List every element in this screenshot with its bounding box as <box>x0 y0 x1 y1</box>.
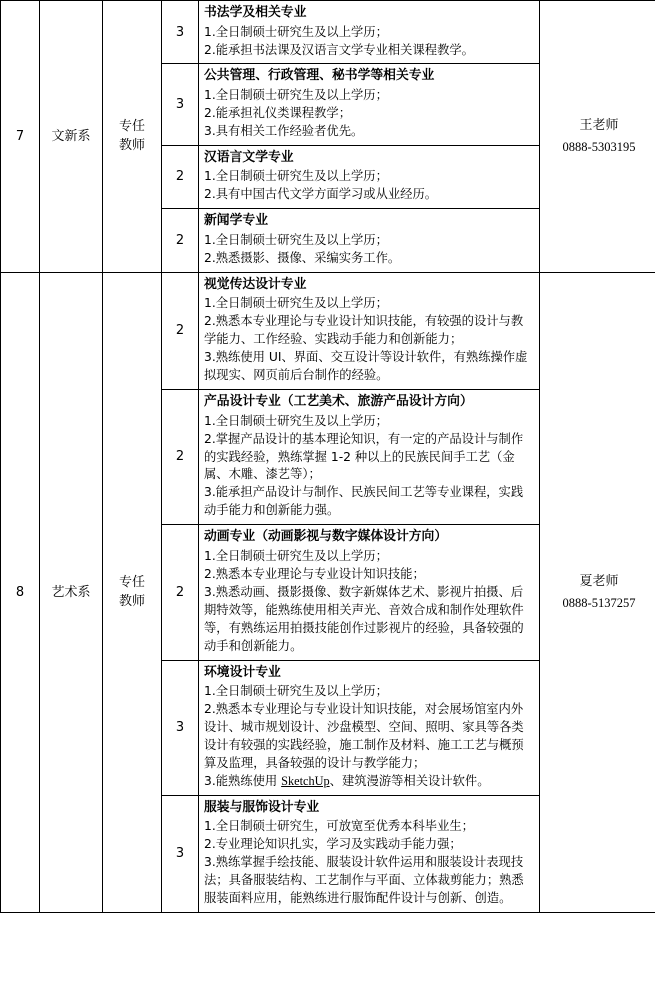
post-type-label: 专任 教师 <box>118 118 145 154</box>
count-value: 2 <box>175 169 185 185</box>
requirement-line: 1.全日制硕士研究生及以上学历； <box>204 24 388 39</box>
count-cell <box>162 660 199 795</box>
requirement-line: 1.全日制硕士研究生，可放宽至优秀本科毕业生； <box>204 819 474 834</box>
post-type-cell <box>103 272 162 912</box>
major-title: 新闻学专业 <box>204 213 268 229</box>
count-value: 3 <box>175 846 185 862</box>
count-cell <box>162 525 199 660</box>
department-cell <box>40 1 103 273</box>
requirement-line: 3.熟悉动画、摄影摄像、数字新媒体艺术、影视片拍摄、后期特效等，能熟练使用相关声光、音效合成和制作处理软件等，有熟练运用拍摄技能创作过影视片的经验，具备较强的动手和创新能力。 <box>204 584 524 653</box>
department-cell <box>40 272 103 912</box>
requirement-line: 2.具有中国古代文学方面学习或从业经历。 <box>204 187 438 202</box>
sketchup-term: SketchUp <box>281 773 330 788</box>
contact-name: 夏老师 <box>579 574 619 590</box>
requirement-cell <box>199 209 540 272</box>
row-number-cell <box>1 272 40 912</box>
count-cell <box>162 795 199 912</box>
count-value: 2 <box>175 584 185 600</box>
requirement-line: 1.全日制硕士研究生及以上学历； <box>204 684 388 699</box>
requirement-cell <box>199 64 540 145</box>
requirement-line: 1.全日制硕士研究生及以上学历； <box>204 232 388 247</box>
requirement-line: 1.全日制硕士研究生及以上学历； <box>204 296 388 311</box>
row-number-cell <box>1 1 40 273</box>
requirement-cell <box>199 795 540 912</box>
requirement-cell <box>199 145 540 208</box>
contact-phone: 0888-5303195 <box>562 139 636 154</box>
count-value: 3 <box>175 720 185 736</box>
requirement-cell <box>199 1 540 64</box>
count-value: 3 <box>175 24 185 40</box>
count-cell <box>162 209 199 272</box>
count-cell <box>162 64 199 145</box>
requirement-cell <box>199 525 540 660</box>
count-cell <box>162 272 199 389</box>
major-title: 环境设计专业 <box>204 664 281 680</box>
major-title: 书法学及相关专业 <box>204 5 307 20</box>
major-title: 公共管理、行政管理、秘书学等相关专业 <box>204 68 435 84</box>
major-title: 视觉传达设计专业 <box>204 276 307 292</box>
contact-cell <box>540 272 655 912</box>
table-row <box>1 1 655 64</box>
count-cell <box>162 1 199 64</box>
major-title: 服装与服饰设计专业 <box>204 799 320 815</box>
row-number: 8 <box>15 584 25 600</box>
requirement-line: 3.熟练使用 UI、界面、交互设计等设计软件，有熟练操作虚拟现实、网页前后台制作的经验。 <box>204 350 528 383</box>
requirement-line: 3.能熟练使用 SketchUp、建筑漫游等相关设计软件。 <box>204 773 490 788</box>
count-value: 3 <box>175 96 185 112</box>
requirement-cell <box>199 390 540 525</box>
contact-phone: 0888-5137257 <box>562 595 636 610</box>
major-title: 产品设计专业（工艺美术、旅游产品设计方向） <box>204 394 473 410</box>
post-type-cell <box>103 1 162 273</box>
requirement-line: 3.能承担产品设计与制作、民族民间工艺等专业课程，实践动手能力和创新能力强。 <box>204 485 524 518</box>
count-value: 2 <box>175 323 185 339</box>
requirement-line: 2.能承担礼仪类课程教学； <box>204 105 351 120</box>
requirement-line: 1.全日制硕士研究生及以上学历； <box>204 88 388 102</box>
requirement-line: 2.熟悉本专业理论与专业设计知识技能； <box>204 566 425 581</box>
requirement-line: 1.全日制硕士研究生及以上学历； <box>204 169 388 184</box>
table-body <box>1 1 655 913</box>
row-number: 7 <box>15 128 25 144</box>
requirement-line: 2.掌握产品设计的基本理论知识，有一定的产品设计与制作的实践经验，熟练掌握 1-2 种以上的民族民间手工艺（金属、木雕、漆艺等）； <box>204 431 524 482</box>
post-type-label: 专任 教师 <box>118 574 145 610</box>
count-cell <box>162 390 199 525</box>
requirement-line: 1.全日制硕士研究生及以上学历； <box>204 413 388 428</box>
requirement-line: 3.熟练掌握手绘技能、服装设计软件运用和服装设计表现技法；具备服装结构、工艺制作与平面、立体裁剪能力；熟悉服装面料应用，能熟练进行服饰配件设计与创新、创造。 <box>204 855 524 906</box>
count-value: 2 <box>175 232 185 248</box>
count-value: 2 <box>175 449 185 465</box>
count-cell <box>162 145 199 208</box>
requirement-line: 1.全日制硕士研究生及以上学历； <box>204 548 388 563</box>
requirement-cell <box>199 272 540 389</box>
department-name: 文新系 <box>51 128 91 144</box>
requirement-line: 2.专业理论知识扎实，学习及实践动手能力强； <box>204 837 462 852</box>
department-name: 艺术系 <box>51 584 91 600</box>
major-title: 动画专业（动画影视与数字媒体设计方向） <box>204 529 448 545</box>
contact-name: 王老师 <box>579 117 619 133</box>
requirement-line: 2.熟悉摄影、摄像、采编实务工作。 <box>204 250 401 265</box>
requirement-cell <box>199 660 540 795</box>
requirement-line: 2.能承担书法课及汉语言文学专业相关课程教学。 <box>204 42 474 57</box>
requirement-line: 2.熟悉本专业理论与专业设计知识技能，对会展场馆室内外设计、城市规划设计、沙盘模型、空间、照明、家具等各类设计有较强的实践经验，施工制作及材料、施工工艺与概预算及监理，具备较强的设计与教学能力； <box>204 702 524 770</box>
requirement-line: 2.熟悉本专业理论与专业设计知识技能，有较强的设计与教学能力、工作经验、实践动手能力和创新能力； <box>204 314 524 347</box>
table-row <box>1 272 655 389</box>
major-title: 汉语言文学专业 <box>204 149 294 165</box>
contact-cell <box>540 1 655 273</box>
requirement-line: 3.具有相关工作经验者优先。 <box>204 123 364 138</box>
